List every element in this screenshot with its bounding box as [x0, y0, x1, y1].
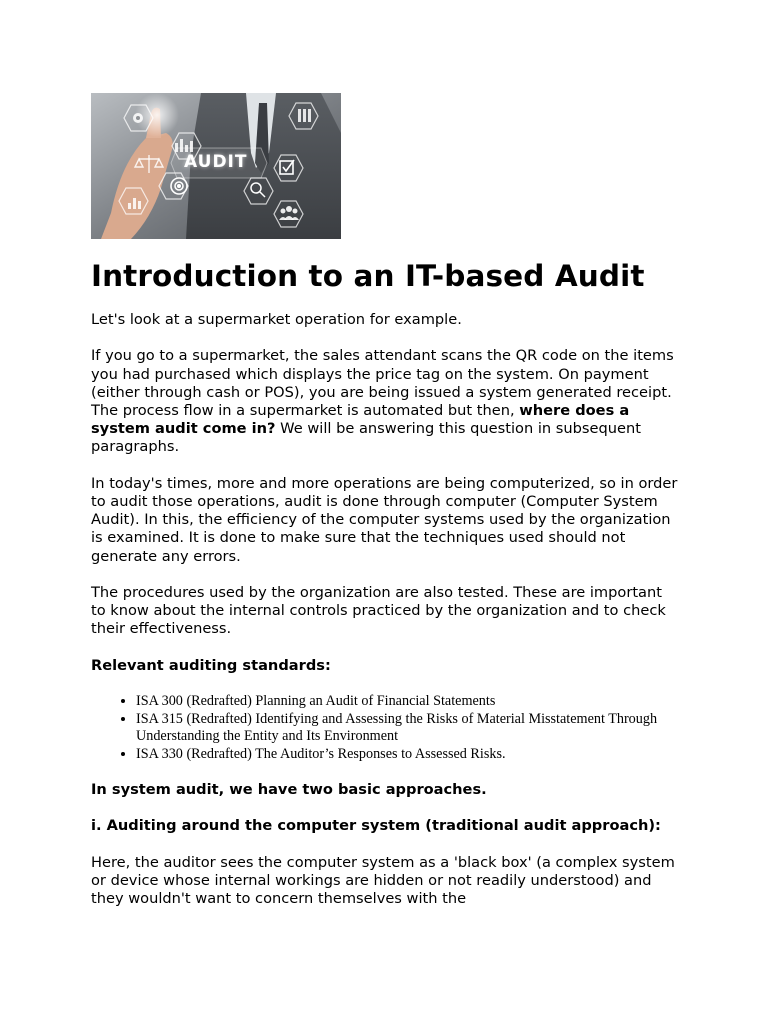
approach1-heading: i. Auditing around the computer system (traditional audit approach):: [91, 817, 661, 835]
standards-list: [91, 693, 681, 763]
gear-icon: [133, 113, 143, 123]
paragraph-text: We will be answering this question in subsequent paragraphs.: [91, 420, 641, 456]
approaches-heading: In system audit, we have two basic approaches.: [91, 781, 487, 798]
hero-audit-label: AUDIT: [184, 152, 248, 172]
list-item: • ISA 330 (Redrafted) The Auditor’s Responses to Assessed Risks.: [136, 746, 681, 764]
document-page: [91, 93, 681, 908]
binders-icon: [298, 109, 311, 122]
intro-paragraph: Let's look at a supermarket operation for example.: [91, 311, 462, 328]
audit-hero-image: [91, 93, 341, 239]
list-item: • ISA 300 (Redrafted) Planning an Audit of Financial Statements: [136, 693, 681, 711]
procedures-paragraph: The procedures used by the organization are also tested. These are important to know about the internal controls practiced by the organization and to check their effectiveness.: [91, 584, 666, 638]
paragraph-text: If you go to a supermarket, the sales attendant scans the QR code on the items you had purchased which displays the price tag on the system. On payment (either through cash or POS), you are being issued a system generated receipt. The process flow in a supermarket is automated but then,: [91, 347, 674, 419]
approach1-paragraph: Here, the auditor sees the computer system as a 'black box' (a complex system or device whose internal workings are hidden or not readily understood) and they wouldn't want to concern themselves with the: [91, 853, 675, 908]
supermarket-paragraph: [91, 347, 681, 456]
bold-question: where does a system audit come in?: [91, 402, 630, 438]
page-title: Introduction to an IT-based Audit: [91, 259, 645, 293]
list-item: • ISA 315 (Redrafted) Identifying and Assessing the Risks of Material Misstatement Through Understanding the Entity and Its Environment: [136, 711, 681, 746]
computerized-paragraph: In today's times, more and more operations are being computerized, so in order to audit those operations, audit is done through computer (Computer System Audit). In this, the efficiency of the computer systems used by the organization is examined. It is done to make sure that the techniques used should not generate any errors.: [91, 474, 678, 565]
standards-heading: Relevant auditing standards:: [91, 656, 331, 674]
